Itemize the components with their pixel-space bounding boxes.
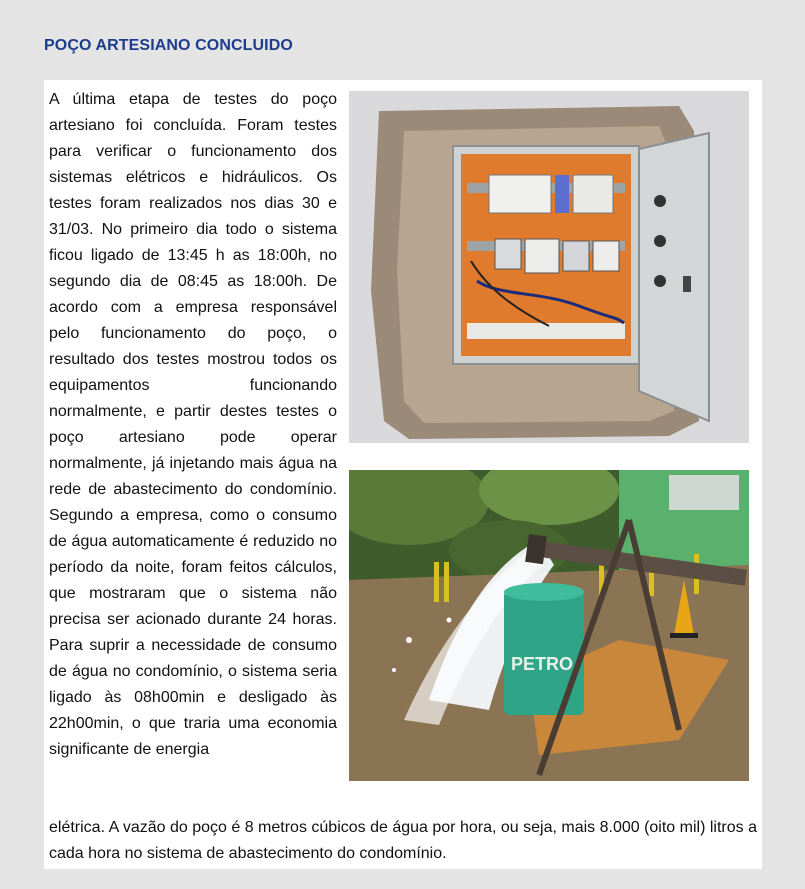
article-title: POÇO ARTESIANO CONCLUIDO bbox=[44, 37, 293, 54]
article-content bbox=[44, 80, 762, 869]
well-water-outflow-photo bbox=[349, 470, 749, 781]
article-paragraph-side: A última etapa de testes do poço artesiano foi concluída. Foram testes para verificar o funcionamento dos sistemas elétricos e hidráulicos. Os testes foram realizados nos dias 30 e 31/03. No primeiro dia todo o sistema ficou ligado de 13:45 h as 18:00h, no segundo dia de 08:45 as 18:00h. De acordo com a empresa responsável pelo funcionamento do poço, o resultado dos testes mostrou todos os equipamentos funcionando normalmente, e partir destes testes o poço artesiano pode operar normalmente, já injetando mais água na rede de abastecimento do condomínio. Segundo a empresa, como o consumo de água automaticamente é reduzido no período da noite, foram feitos cálculos, que mostraram que o sistema não precisa ser acionado durante 24 horas. Para suprir a necessidade de consumo de água no condomínio, o sistema seria ligado às 08h00min e desligado às 22h00min, o que traria uma economia significante de energia bbox=[49, 91, 337, 758]
article-paragraph-bottom: elétrica. A vazão do poço é 8 metros cúbicos de água por hora, ou seja, mais 8.000 (oito mil) litros a cada hora no sistema de abastecimento do condomínio. bbox=[49, 819, 757, 862]
drum-label: PETRO bbox=[511, 654, 574, 674]
electrical-panel-photo bbox=[349, 91, 749, 443]
